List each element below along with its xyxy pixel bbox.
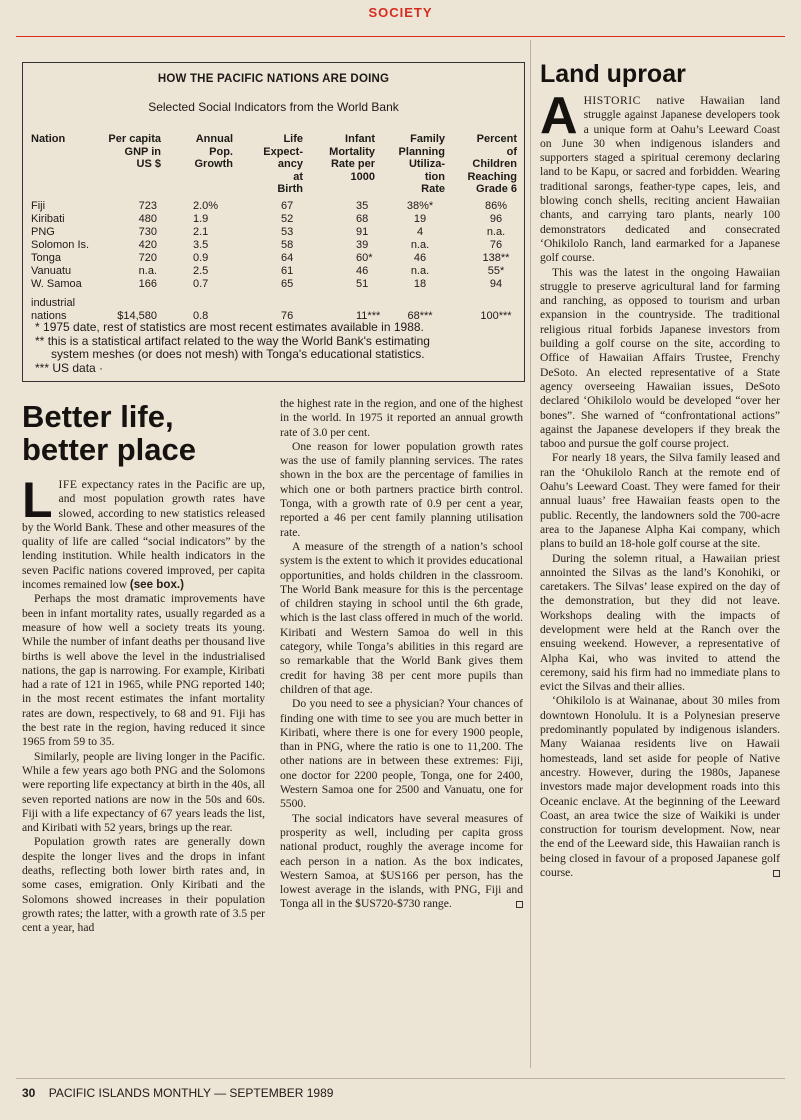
- land-uproar-headline: Land uproar: [540, 60, 686, 88]
- table-cell: n.a.: [486, 226, 506, 238]
- table-cell: [471, 297, 521, 310]
- table-cell: industrial: [31, 297, 76, 309]
- article-paragraph: During the solemn ritual, a Hawaiian priest annointed the Silvas as the land’s Konohiki, or caretakers. The Silvas’ lease expired on the day of the demonstration, but they did not leave. Workshops dealing with the impacts of development were held at the Ranch over the ensuing weekend. However, a representative of Alpha Kai, who was invited to attend the ceremony, said his firm had no immediate plans to evict the Silvas and their allies.: [540, 551, 780, 694]
- table-cell: Vanuatu: [31, 265, 72, 277]
- header-infant: Infant Mortality Rate per 1000: [329, 133, 375, 183]
- page-number: 30: [22, 1086, 36, 1100]
- table-cell: W. Samoa: [31, 278, 82, 290]
- header-growth: Annual Pop. Growth: [194, 133, 233, 170]
- table-cell: 100***: [480, 310, 512, 322]
- header-children: Percent of Children Reaching Grade 6: [467, 133, 517, 195]
- table-cell: 720: [138, 252, 157, 264]
- land-article-column: [540, 87, 780, 880]
- table-cell: 730: [138, 226, 157, 238]
- table-cell: 138**: [482, 252, 510, 264]
- table-cell: 18: [413, 278, 427, 290]
- footnotes: [35, 321, 521, 375]
- section-label: SOCIETY: [368, 5, 433, 20]
- table-cell: 64: [281, 252, 294, 264]
- table-cell: 94: [489, 278, 503, 290]
- table-cell: 1.9: [193, 213, 209, 225]
- table-cell: 2.5: [193, 265, 209, 277]
- header-life: Life Expect- ancy at Birth: [263, 133, 303, 195]
- table-cell: 38%*: [406, 200, 434, 212]
- statistics-box: [22, 62, 525, 382]
- table-cell: 480: [138, 213, 157, 225]
- table-cell: 166: [138, 278, 157, 290]
- box-subtitle: Selected Social Indicators from the World Bank: [148, 100, 399, 114]
- table-cell: 0.7: [193, 278, 209, 290]
- table-cell: 68***: [407, 310, 433, 322]
- table-cell: 35: [356, 200, 369, 212]
- table-cell: [97, 297, 157, 310]
- table-cell: [395, 297, 445, 310]
- table-cell: 53: [281, 226, 294, 238]
- table-cell: Kiribati: [31, 213, 65, 225]
- table-cell: 55*: [487, 265, 505, 277]
- header-family: Family Planning Utiliza- tion Rate: [398, 133, 445, 195]
- page-footer: [22, 1086, 333, 1100]
- table-cell: 52: [281, 213, 294, 225]
- article-paragraph: AHISTORIC native Hawaiian land struggle against Japanese developers took a unique form at Oahu’s Leeward Coast on June 30 when indigenous islanders and supporters staged a spiritual ceremony declaring land to be Kapu, or sacred and forbidden. Wearing traditional sarongs, feather-type capes, leis, and blowing conch shells, reciting ancient Hawaiian chants, and carrying taro plants, nearly 100 demonstrators dedicated and consecrated ‘Ohikilolo Ranch, land earmarked for a Japanese golf course.: [540, 87, 780, 265]
- table-cell: Tonga: [31, 252, 61, 264]
- footnote: * 1975 date, rest of statistics are most recent estimates available in 1988.: [35, 320, 424, 334]
- table-cell: 723: [138, 200, 157, 212]
- column-growth: [193, 200, 243, 323]
- article-headline: Better life, better place: [22, 399, 197, 467]
- article-paragraph: ‘Ohikilolo is at Wainanae, about 30 miles from downtown Honolulu. It is a Polynesian preserve predominantly populated by indigenous islanders. Many Waianaa residents live on Hawaii homesteads, land set aside for people of Native ancestry. However, during the 1980s, Japanese investors made major development roads into this Oceanic enclave. At the beginning of the Leeward Coast, an area twice the size of Waikiki is under construction for tourism development. Now, near the end of the Leeward side, this Hawaiian ranch is being closed in favour of a proposed Japanese golf course.: [540, 694, 780, 880]
- article-paragraph: One reason for lower population growth rates was the use of family planning services. The rates shown in the box are the percentage of families in which one or both partners practice birth control. Tonga, with a growth rate of 0.9 per cent a year, reported a 46 per cent family planning utilisation rate.: [280, 439, 523, 539]
- article-paragraph: the highest rate in the region, and one of the highest in the world. In 1975 it reported an annual growth rate of 3.0 per cent.: [280, 397, 523, 439]
- article-paragraph: This was the latest in the ongoing Hawaiian struggle to preserve agricultural land for farming and ranching, as opposed to tourism and urban expansion in the countryside. The traditional religious ritual forbids Japanese investors from building a golf course on the site, according to Office of Hawaiian Affairs Trustee, Frenchy DeSoto. An elected representative of a State agency overseeing Hawaiian issues, DeSoto declared ‘Ohikilolo would be developed “over her bones”. She warned of “confrontational actions” against the Japanese developers if they break the taboo and pursue the golf course project.: [540, 265, 780, 451]
- drop-cap: A: [540, 87, 578, 145]
- table-cell: 91: [356, 226, 369, 238]
- table-cell: n.a.: [410, 265, 430, 277]
- column-life: [281, 200, 311, 323]
- header-gnp: Per capita GNP in US $: [108, 133, 161, 170]
- table-cell: [281, 297, 311, 310]
- footer-rule: [16, 1078, 785, 1079]
- table-cell: 2.0%: [193, 200, 219, 212]
- table-cell: [193, 297, 243, 310]
- article-paragraph: Perhaps the most dramatic improvements have been in infant mortality rates, usually regarded as a measure of how well a society treats its young. While the number of infant deaths per thousand live births is well above the level in the industrialised nations, the gap is narrowing. For example, Kiribati had a rate of 121 in 1965, while PNG reported 140; in the most recent estimates the infant mortality rates are down, respectively, to 68 and 91. Fiji has the best rate in the region, having reduced it since 1965 from 59 to 35.: [22, 592, 265, 749]
- table-cell: n.a.: [410, 239, 430, 251]
- table-cell: 39: [356, 239, 369, 251]
- column-divider: [530, 40, 531, 1068]
- article-paragraph: LIFE expectancy rates in the Pacific are up, and most population growth rates have slowed, according to new statistics released by the World Bank. These and other measures of the quality of life are called “social indicators” by the lending institution. While health indicators in the seven Pacific nations covered improved, per capita incomes remained low (see box.): [22, 472, 265, 592]
- table-cell: 76: [489, 239, 503, 251]
- table-cell: PNG: [31, 226, 55, 238]
- table-cell: Solomon Is.: [31, 239, 90, 251]
- table-cell: 60*: [356, 252, 373, 264]
- table-cell: 0.9: [193, 252, 209, 264]
- table-cell: 68: [356, 213, 369, 225]
- table-cell: n.a.: [138, 265, 157, 277]
- table-cell: nations: [31, 310, 67, 322]
- article-paragraph: A measure of the strength of a nation’s school system is the extent to which it provides educational opportunities, and holds children in the classroom. The World Bank measure for this is the percentage of children staying in school until the 6th grade, which is the last class offered in much of the world. Kiribati and Western Samoa do well in this category, while Tonga’s abilities in this regard are so remarkable that the World Bank gives them credit for having 38 per cent more pupils than children of that age.: [280, 539, 523, 696]
- table-cell: 76: [281, 310, 294, 322]
- table-cell: 2.1: [193, 226, 209, 238]
- article-paragraph: Do you need to see a physician? Your chances of finding one with time to see you are much better in Kiribati, where there is one for every 1900 people, than in PNG, where the ratio is one to 11,200. The other nations are in between these extremes: Fiji, one doctor for 2200 people, Tonga, one for 2400, Western Samoa one for 2500 and Vanuatu, one for 5500.: [280, 697, 523, 811]
- article-column-1: [22, 472, 265, 936]
- table-cell: 65: [281, 278, 294, 290]
- footnote: *** US data ·: [35, 360, 104, 375]
- drop-cap: L: [22, 472, 53, 528]
- end-mark-icon: [773, 870, 780, 877]
- table-cell: 4: [416, 226, 424, 238]
- section-banner: [0, 4, 801, 32]
- footnote: ** this is a statistical artifact related to the way the World Bank's estimating: [35, 333, 430, 348]
- table-cell: Fiji: [31, 200, 46, 212]
- footnote-continuation: system meshes (or does not mesh) with Tonga's educational statistics.: [51, 347, 425, 361]
- table-cell: $14,580: [117, 310, 157, 322]
- publication-line: PACIFIC ISLANDS MONTHLY — SEPTEMBER 1989: [48, 1086, 334, 1100]
- table-cell: 11***: [356, 310, 381, 322]
- table-cell: 3.5: [193, 239, 209, 251]
- article-paragraph: Similarly, people are living longer in the Pacific. While a few years ago both PNG and the Solomons were reporting life expectancy at birth in the 40s, all seven reported nations are now in the 50s and 60s. Fiji with a life expectancy of 67 years leads the list, and Kiribati with 52 years, brings up the rear.: [22, 749, 265, 835]
- article-column-2: [280, 397, 523, 912]
- box-title: HOW THE PACIFIC NATIONS ARE DOING: [157, 73, 390, 85]
- table-cell: 19: [413, 213, 427, 225]
- column-gnp: [97, 200, 157, 323]
- header-nation: Nation: [31, 133, 66, 145]
- table-cell: 67: [281, 200, 294, 212]
- top-rule: [16, 36, 785, 37]
- table-cell: 46: [356, 265, 369, 277]
- table-cell: 420: [138, 239, 157, 251]
- article-paragraph: The social indicators have several measures of prosperity as well, including per capita gross national product, roughly the average income for each person in a nation. As the box indicates, Western Samoa, at $US166 per person, has the lowest average in the islands, with PNG, Fiji and Tonga all in the $US720-$730 range.: [280, 811, 523, 911]
- table-cell: 51: [356, 278, 369, 290]
- article-paragraph: For nearly 18 years, the Silva family leased and ran the ‘Ohukilolo Ranch at the remote end of Oahu’s Leeward Coast. They were famed for their annual luaus’ free Hawaiian feasts open to the public. Recently, the landowners sold the 700-acre area to the Japanese Alpha Kai company, which plans to build an 18-hole golf course at the site.: [540, 451, 780, 551]
- table-cell: 86%: [484, 200, 508, 212]
- table-cell: 61: [281, 265, 294, 277]
- table-cell: 96: [489, 213, 503, 225]
- end-mark-icon: [516, 901, 523, 908]
- article-paragraph: Population growth rates are generally down despite the longer lives and the drops in infant deaths, reflecting both lower birth rates and, in some cases, emigration. Only Kiribati and the Solomons showed increases in their population growth rates; the latter, with a growth rate of 3.5 per cent a year, had: [22, 835, 265, 935]
- column-family: [395, 200, 445, 323]
- table-cell: 0.8: [193, 310, 209, 322]
- column-children: [471, 200, 521, 323]
- table-cell: 58: [281, 239, 294, 251]
- see-box-reference: (see box.): [129, 578, 184, 592]
- table-cell: 46: [413, 252, 427, 264]
